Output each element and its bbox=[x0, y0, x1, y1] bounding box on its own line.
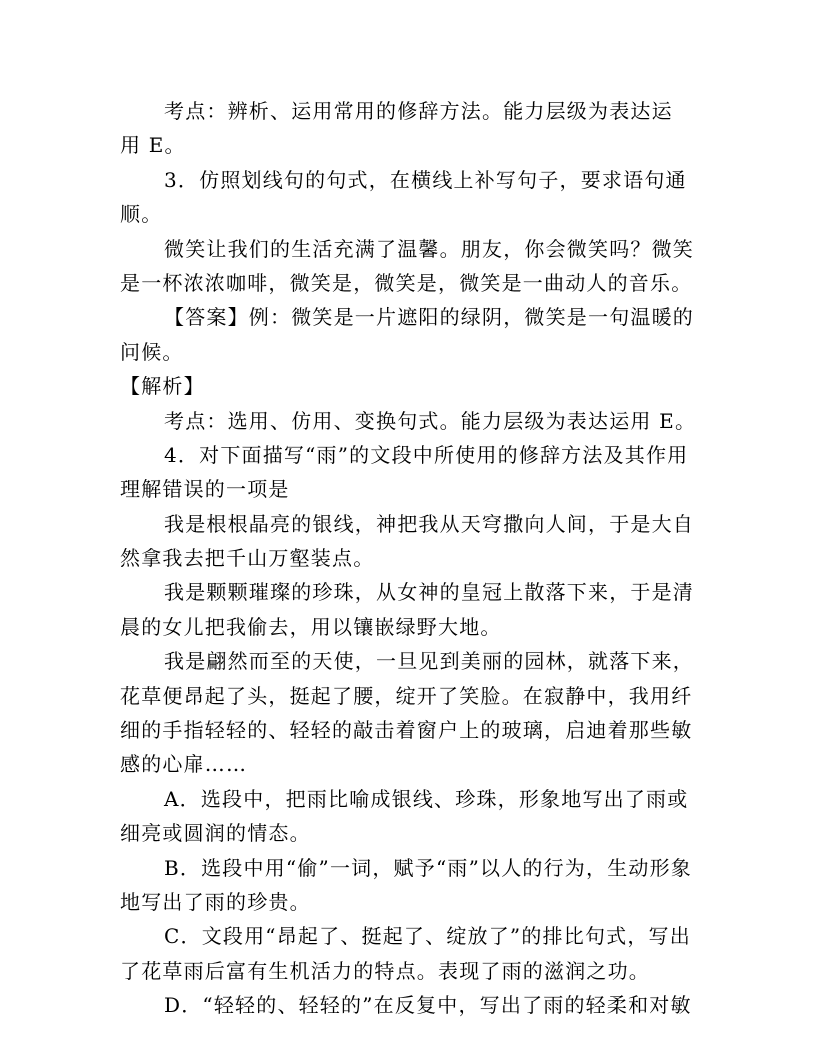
option-a-cont: 细亮或圆润的情态。 bbox=[120, 821, 311, 846]
passage-line: 细的手指轻轻的、轻轻的敲击着窗户上的玻璃，启迪着那些敏 bbox=[120, 718, 693, 743]
option-a: A．选段中，把雨比喻成银线、珍珠，形象地写出了雨或 bbox=[164, 786, 689, 811]
option-c: C．文段用“昂起了、挺起了、绽放了”的排比句式，写出 bbox=[164, 924, 691, 949]
option-c-cont: 了花草雨后富有生机活力的特点。表现了雨的滋润之功。 bbox=[120, 958, 650, 983]
answer-line: 【答案】例：微笑是一片遮阳的绿阴，微笑是一句温暖的 bbox=[164, 305, 694, 330]
text-line: 是一杯浓浓咖啡，微笑是，微笑是，微笑是一曲动人的音乐。 bbox=[120, 270, 693, 295]
passage-line: 我是翩然而至的天使，一旦见到美丽的园林，就落下来， bbox=[164, 649, 694, 674]
option-b: B．选段中用“偷”一词，赋予“雨”以人的行为，生动形象 bbox=[164, 855, 692, 880]
text-line: 理解错误的一项是 bbox=[120, 477, 290, 502]
text-line: 问候。 bbox=[120, 339, 184, 364]
passage-line: 然拿我去把千山万壑装点。 bbox=[120, 546, 375, 571]
document-body bbox=[120, 94, 700, 1023]
text-line: 考点：辨析、运用常用的修辞方法。能力层级为表达运 bbox=[164, 99, 673, 123]
passage-line: 感的心扉…… bbox=[120, 752, 248, 777]
passage-line: 花草便昂起了头，挺起了腰，绽开了笑脸。在寂静中，我用纤 bbox=[120, 683, 693, 708]
text-line: 顺。 bbox=[120, 202, 163, 227]
question-3: 3．仿照划线句的句式，在横线上补写句子，要求语句通 bbox=[164, 167, 687, 192]
text-line: 用 E。 bbox=[120, 133, 186, 158]
text-line: 微笑让我们的生活充满了温馨。朋友，你会微笑吗？微笑 bbox=[164, 236, 694, 261]
option-b-cont: 地写出了雨的珍贵。 bbox=[120, 889, 311, 914]
passage-line: 晨的女儿把我偷去，用以镶嵌绿野大地。 bbox=[120, 614, 502, 639]
analysis-heading: 【解析】 bbox=[120, 374, 205, 399]
text-line: 考点：选用、仿用、变换句式。能力层级为表达运用 E。 bbox=[164, 408, 697, 433]
question-4: 4．对下面描写“雨”的文段中所使用的修辞方法及其作用 bbox=[164, 442, 689, 467]
passage-line: 我是颗颗璀璨的珍珠，从女神的皇冠上散落下来，于是清 bbox=[164, 580, 694, 605]
passage-line: 我是根根晶亮的银线，神把我从天穹撒向人间，于是大自 bbox=[164, 511, 694, 536]
option-d: D．“轻轻的、轻轻的”在反复中，写出了雨的轻柔和对敏 bbox=[164, 993, 692, 1018]
